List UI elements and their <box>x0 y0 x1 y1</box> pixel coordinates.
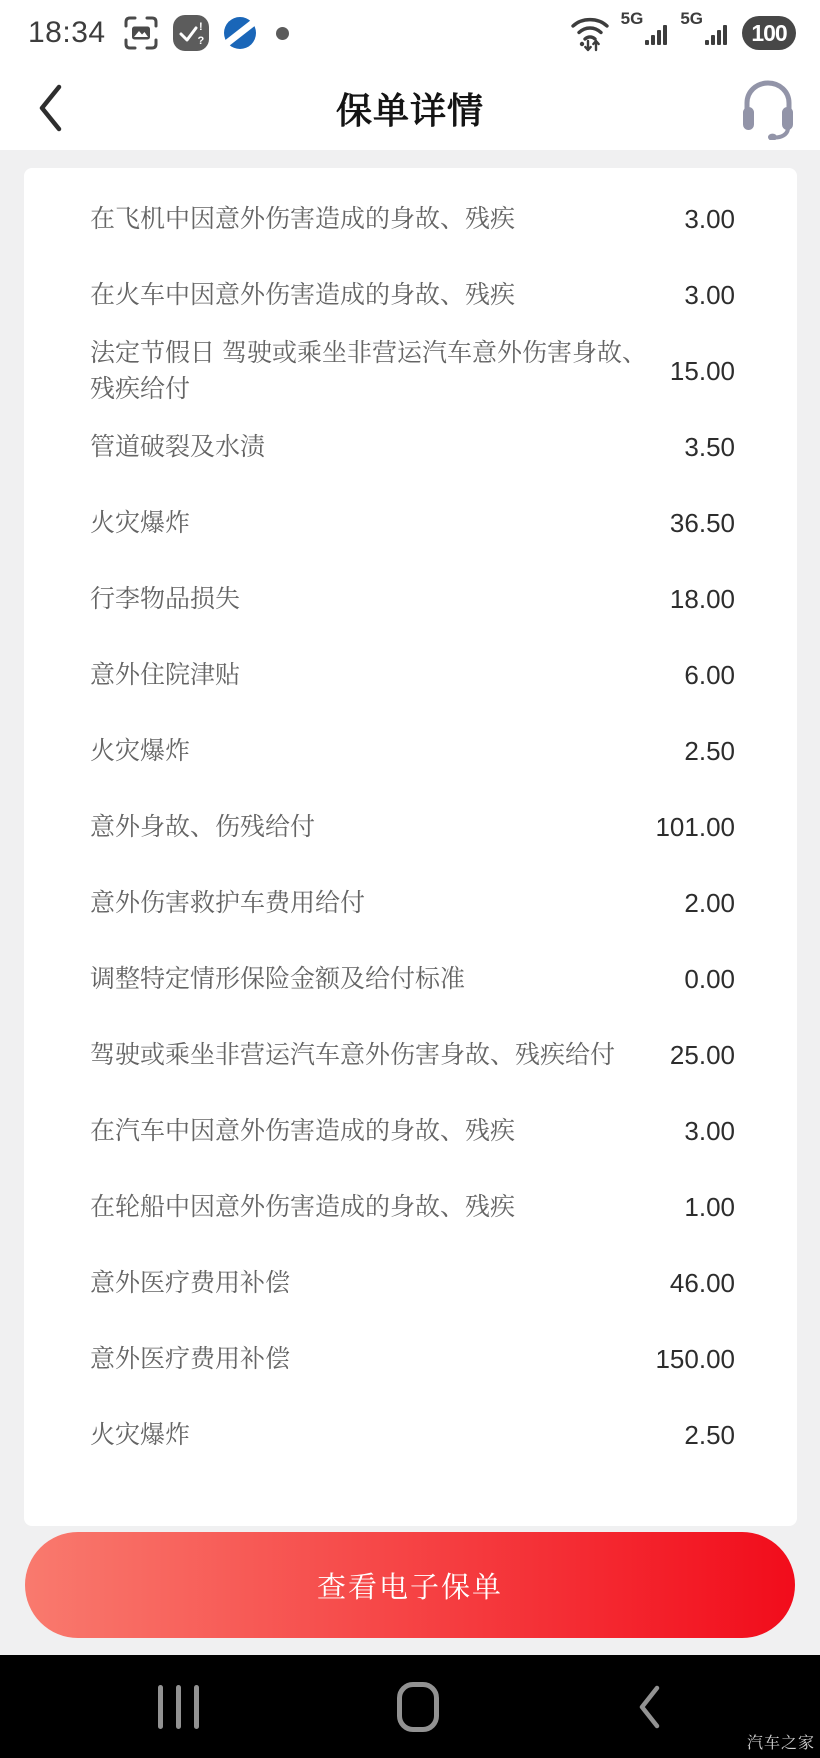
coverage-label: 管道破裂及水渍 <box>90 432 266 461</box>
coverage-amount: 2.50 <box>684 1419 735 1450</box>
coverage-amount: 1.00 <box>684 1191 735 1222</box>
svg-text:?: ? <box>197 35 204 47</box>
coverage-amount: 46.00 <box>669 1267 735 1298</box>
nav-back-button[interactable] <box>636 1684 662 1730</box>
coverage-row <box>90 333 735 409</box>
clock: 18:34 <box>28 16 106 49</box>
coverage-amount: 3.50 <box>684 431 735 462</box>
coverage-label: 意外伤害救护车费用给付 <box>90 888 366 917</box>
coverage-label: 火灾爆炸 <box>90 736 191 765</box>
screenshot-icon <box>123 15 159 51</box>
coverage-row <box>90 1017 735 1093</box>
coverage-label: 意外住院津贴 <box>90 660 241 689</box>
customer-service-button[interactable] <box>738 76 798 140</box>
coverage-row <box>90 789 735 865</box>
android-nav-bar <box>0 1655 820 1758</box>
coverage-row <box>90 257 735 333</box>
battery-level: 100 <box>751 19 787 46</box>
back-icon <box>36 121 64 136</box>
coverage-amount: 101.00 <box>655 811 735 842</box>
coverage-amount: 150.00 <box>655 1343 735 1374</box>
coverage-label: 在火车中因意外伤害造成的身故、残疾 <box>90 280 516 309</box>
notification-dot <box>276 27 289 40</box>
home-button[interactable] <box>397 1682 439 1732</box>
coverage-label: 在轮船中因意外伤害造成的身故、残疾 <box>90 1192 516 1221</box>
coverage-label: 火灾爆炸 <box>90 508 191 537</box>
watermark: 汽车之家 <box>746 1735 815 1752</box>
coverage-label: 火灾爆炸 <box>90 1420 191 1449</box>
coverage-amount: 6.00 <box>684 659 735 690</box>
coverage-row <box>90 1169 735 1245</box>
view-epolicy-button[interactable]: 查看电子保单 <box>25 1532 795 1638</box>
coverage-label: 法定节假日 驾驶或乘坐非营运汽车意外伤害身故、残疾给付 <box>90 338 647 403</box>
nav-back-icon <box>636 1684 662 1730</box>
coverage-row <box>90 561 735 637</box>
coverage-amount: 3.00 <box>684 1115 735 1146</box>
coverage-row <box>90 637 735 713</box>
coverage-amount: 0.00 <box>684 963 735 994</box>
headset-icon <box>738 128 798 143</box>
coverage-amount: 18.00 <box>669 583 735 614</box>
coverage-row <box>90 713 735 789</box>
home-icon <box>397 1682 439 1732</box>
network-type-label: 5G <box>620 9 644 28</box>
page-title: 保单详情 <box>335 89 484 131</box>
coverage-row <box>90 865 735 941</box>
coverage-row <box>90 1245 735 1321</box>
coverage-label: 意外身故、伤残给付 <box>90 812 316 841</box>
recent-apps-icon <box>158 1685 199 1729</box>
coverage-amount: 2.00 <box>684 887 735 918</box>
coverage-label: 意外医疗费用补偿 <box>90 1344 291 1373</box>
recent-apps-button[interactable] <box>158 1685 199 1729</box>
coverage-label: 在飞机中因意外伤害造成的身故、残疾 <box>90 204 516 233</box>
coverage-row <box>90 485 735 561</box>
network-type-label: 5G <box>680 9 703 28</box>
signal-bars-icon <box>680 11 730 55</box>
battery-indicator <box>742 16 796 50</box>
signal-bars-icon <box>621 11 671 55</box>
coverage-amount: 3.00 <box>684 279 735 310</box>
coverage-label: 调整特定情形保险金额及给付标准 <box>90 964 466 993</box>
coverage-amount: 3.00 <box>684 203 735 234</box>
coverage-row <box>90 409 735 485</box>
back-button[interactable] <box>36 83 64 133</box>
status-bar-left <box>28 14 289 52</box>
ccb-bank-app-icon <box>223 16 257 50</box>
coverage-amount: 25.00 <box>669 1039 735 1070</box>
coverage-row <box>90 941 735 1017</box>
coverage-label: 在汽车中因意外伤害造成的身故、残疾 <box>90 1116 516 1145</box>
coverage-list <box>90 181 735 1473</box>
coverage-label: 行李物品损失 <box>90 584 241 613</box>
status-bar-right <box>569 11 796 55</box>
coverage-row <box>90 1321 735 1397</box>
svg-text:!: ! <box>198 21 203 33</box>
app-header <box>0 66 820 150</box>
coverage-label: 驾驶或乘坐非营运汽车意外伤害身故、残疾给付 <box>90 1040 616 1069</box>
coverage-amount: 15.00 <box>669 355 735 386</box>
header-card-divider <box>0 150 820 168</box>
coverage-row <box>90 1397 735 1473</box>
coverage-row <box>90 181 735 257</box>
coverage-amount: 2.50 <box>684 735 735 766</box>
status-bar <box>0 0 820 66</box>
task-check-badge-icon <box>172 14 210 52</box>
cta-area <box>0 1526 820 1655</box>
coverage-label: 意外医疗费用补偿 <box>90 1268 291 1297</box>
coverage-amount: 36.50 <box>669 507 735 538</box>
wifi-icon <box>569 12 611 54</box>
coverage-row <box>90 1093 735 1169</box>
coverage-card[interactable] <box>24 168 797 1526</box>
